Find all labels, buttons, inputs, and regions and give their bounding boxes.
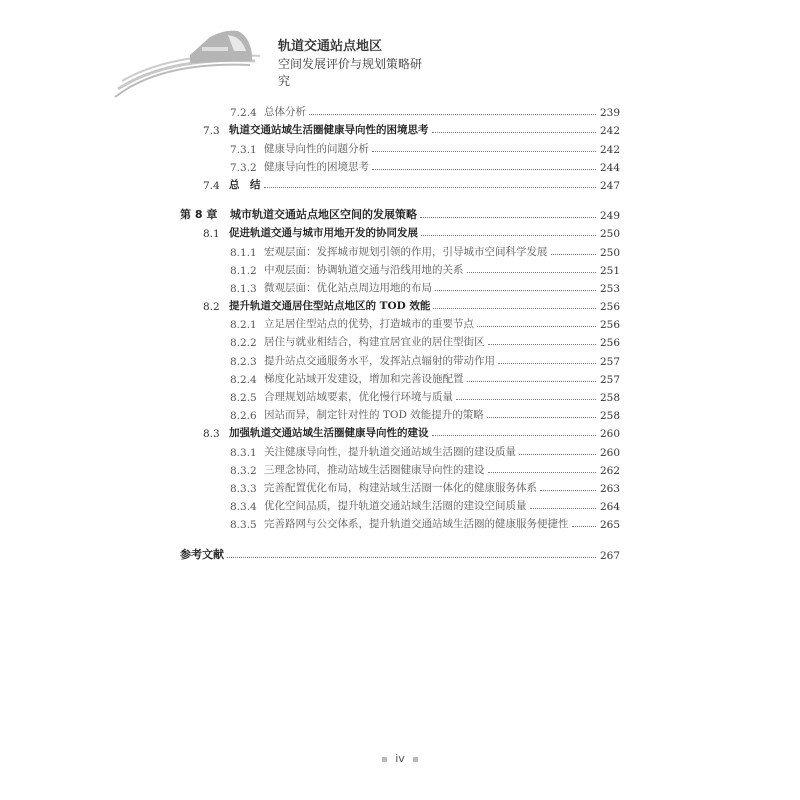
square-decoration-icon [382,757,387,762]
toc-entry-title: 三理念协同，推动站域生活圈健康导向性的建设 [264,463,485,476]
page-number: iv [395,752,405,765]
toc-entry-page: 258 [599,410,620,423]
toc-entry[interactable] [0,119,800,137]
toc-entry-title: 健康导向性的问题分析 [264,142,369,155]
dot-leader [433,308,596,309]
toc-entry-title: 促进轨道交通与城市用地开发的协同发展 [229,227,418,240]
toc-entry[interactable] [0,440,800,458]
toc-entry-page: 244 [599,161,620,174]
dot-leader [372,151,596,152]
toc-entry-page: 257 [599,373,620,386]
toc-entry[interactable] [0,386,800,404]
train-icon [110,25,280,105]
toc-entry-number: 8.2.2 [230,337,257,350]
toc-entry-page: 258 [599,392,620,404]
toc-entry[interactable] [0,422,800,440]
toc-entry-page: 257 [599,355,620,368]
toc-entry-title: 梯度化站域开发建设，增加和完善设施配置 [264,372,464,385]
toc-entry-page: 256 [599,319,620,332]
toc-entry[interactable] [0,204,800,222]
toc-entry-page: 260 [599,446,620,459]
toc-entry-title: 优化空间品质，提升轨道交通站域生活圈的建设空间质量 [264,500,527,513]
dot-leader [372,169,596,170]
book-subtitle: 空间发展评价与规划策略研究 [278,57,423,88]
square-decoration-icon [413,757,418,762]
toc-entry[interactable] [0,295,800,313]
toc-entry-page: 253 [599,282,620,295]
dot-leader [487,417,596,418]
toc-entry-title: 参考文献 [180,547,224,561]
dot-leader [227,557,596,558]
toc-entry-title: 提升站点交通服务水平，发挥站点辐射的带动作用 [264,354,495,367]
dot-leader [432,132,597,133]
toc-entry-page: 262 [599,464,620,477]
toc-entry-number: 8.2.1 [230,319,257,332]
toc-entry[interactable] [0,513,800,531]
toc-entry-page: 250 [599,246,620,259]
dot-leader [264,187,597,188]
toc-entry-number: 8.1.2 [230,264,257,277]
toc-entry[interactable] [0,313,800,331]
toc-entry[interactable] [0,174,800,192]
toc-entry-page: 249 [599,210,620,223]
toc-entry-title: 宏观层面：发挥城市规划引领的作用，引导城市空间科学发展 [264,245,548,258]
book-title: 轨道交通站点地区 [278,39,383,54]
toc-entry[interactable] [0,349,800,367]
toc-entry-title: 总体分析 [264,106,306,119]
toc-entry-page: 242 [599,125,620,138]
toc-entry[interactable] [0,495,800,513]
toc-entry-page: 264 [599,501,620,514]
dot-leader [519,454,596,455]
toc-entry-title: 中观层面：协调轨道交通与沿线用地的关系 [264,263,464,276]
dot-leader [435,290,596,291]
toc-entry-number: 8.2.6 [230,410,257,423]
dot-leader [467,381,597,382]
toc-entry[interactable] [0,259,800,277]
toc-entry-title: 微观层面：优化站点周边用地的布局 [264,281,432,294]
toc-entry-number: 8.2.4 [230,373,257,386]
toc-entry-title: 居住与就业相结合，构建宜居宜业的居住型街区 [264,336,485,349]
dot-leader [309,114,596,115]
toc-entry-page: 265 [599,519,620,532]
dot-leader [540,490,596,491]
dot-leader [488,344,597,345]
toc-entry-title: 关注健康导向性，提升轨道交通站域生活圈的建设质量 [264,445,516,458]
toc-entry-number: 8.3.2 [230,464,257,477]
dot-leader [456,399,596,400]
toc-entry-page: 256 [599,337,620,350]
toc-entry-title: 健康导向性的困境思考 [264,160,369,173]
toc-entry[interactable] [0,331,800,349]
toc-entry[interactable] [0,222,800,240]
toc-entry-page: 267 [599,549,620,562]
toc-entry-page: 247 [599,179,620,192]
toc-entry-number: 8.3.3 [230,482,257,495]
toc-entry[interactable] [0,277,800,295]
toc-entry-number: 7.3.2 [230,161,257,174]
toc-entry[interactable] [0,101,800,119]
dot-leader [572,526,597,527]
toc-entry-page: 239 [599,107,620,120]
dot-leader [421,235,596,236]
toc-entry-number: 8.1 [203,228,220,241]
spacer [0,192,800,204]
toc-entry-title: 总 结 [229,178,261,191]
dot-leader [467,272,597,273]
toc-entry-page: 256 [599,301,620,314]
toc-entry-number: 8.1.3 [230,282,257,295]
toc-entry-title: 加强轨道交通站域生活圈健康导向性的建设 [229,427,429,440]
toc-entry-page: 251 [599,264,620,277]
spacer [0,531,800,543]
toc-entry[interactable] [0,459,800,477]
toc-entry-title: 完善配置优化布局，构建站域生活圈一体化的健康服务体系 [264,481,537,494]
toc-entry-number: 8.3.5 [230,519,257,532]
book-header [110,25,430,105]
toc-entry-page: 263 [599,482,620,495]
toc-entry[interactable] [0,137,800,155]
table-of-contents [0,101,800,562]
toc-entry-number: 7.4 [203,179,220,192]
toc-entry-title: 因站而异，制定针对性的 TOD 效能提升的策略 [264,409,484,422]
toc-entry-number: 8.2 [203,301,220,314]
toc-entry-number: 8.3 [203,428,220,441]
toc-entry[interactable] [0,156,800,174]
dot-leader [488,472,597,473]
toc-entry-title: 轨道交通站域生活圈健康导向性的困境思考 [229,124,429,137]
dot-leader [420,217,596,218]
toc-entry-number: 第 8 章 [180,208,218,222]
toc-entry-number: 8.3.4 [230,501,257,514]
toc-entry-number: 8.3.1 [230,446,257,459]
toc-entry-page: 260 [599,428,620,441]
toc-entry-title: 完善路网与公交体系，提升轨道交通站域生活圈的健康服务便捷性 [264,518,569,531]
toc-entry[interactable] [0,368,800,386]
toc-entry-number: 7.2.4 [230,107,257,120]
toc-entry-title: 提升轨道交通居住型站点地区的 TOD 效能 [229,300,431,313]
toc-entry-number: 7.3 [203,125,220,138]
toc-entry-title: 城市轨道交通站点地区空间的发展策略 [230,208,417,222]
dot-leader [477,326,596,327]
toc-entry-number: 7.3.1 [230,143,257,156]
toc-entry[interactable] [0,404,800,422]
dot-leader [551,254,597,255]
toc-entry-title: 立足居住型站点的优势，打造城市的重要节点 [264,318,474,331]
toc-entry-number: 8.1.1 [230,246,257,259]
dot-leader [498,363,596,364]
toc-entry-page: 242 [599,143,620,156]
toc-entry-number: 8.2.3 [230,355,257,368]
dot-leader [530,508,597,509]
toc-entry-number: 8.2.5 [230,392,257,404]
page-footer [0,752,800,765]
toc-entry-title: 合理规划站域要素，优化慢行环境与质量 [264,391,453,403]
toc-entry[interactable] [0,240,800,258]
dot-leader [432,435,597,436]
toc-entry[interactable] [0,543,800,561]
toc-entry-page: 250 [599,228,620,241]
toc-entry[interactable] [0,477,800,495]
